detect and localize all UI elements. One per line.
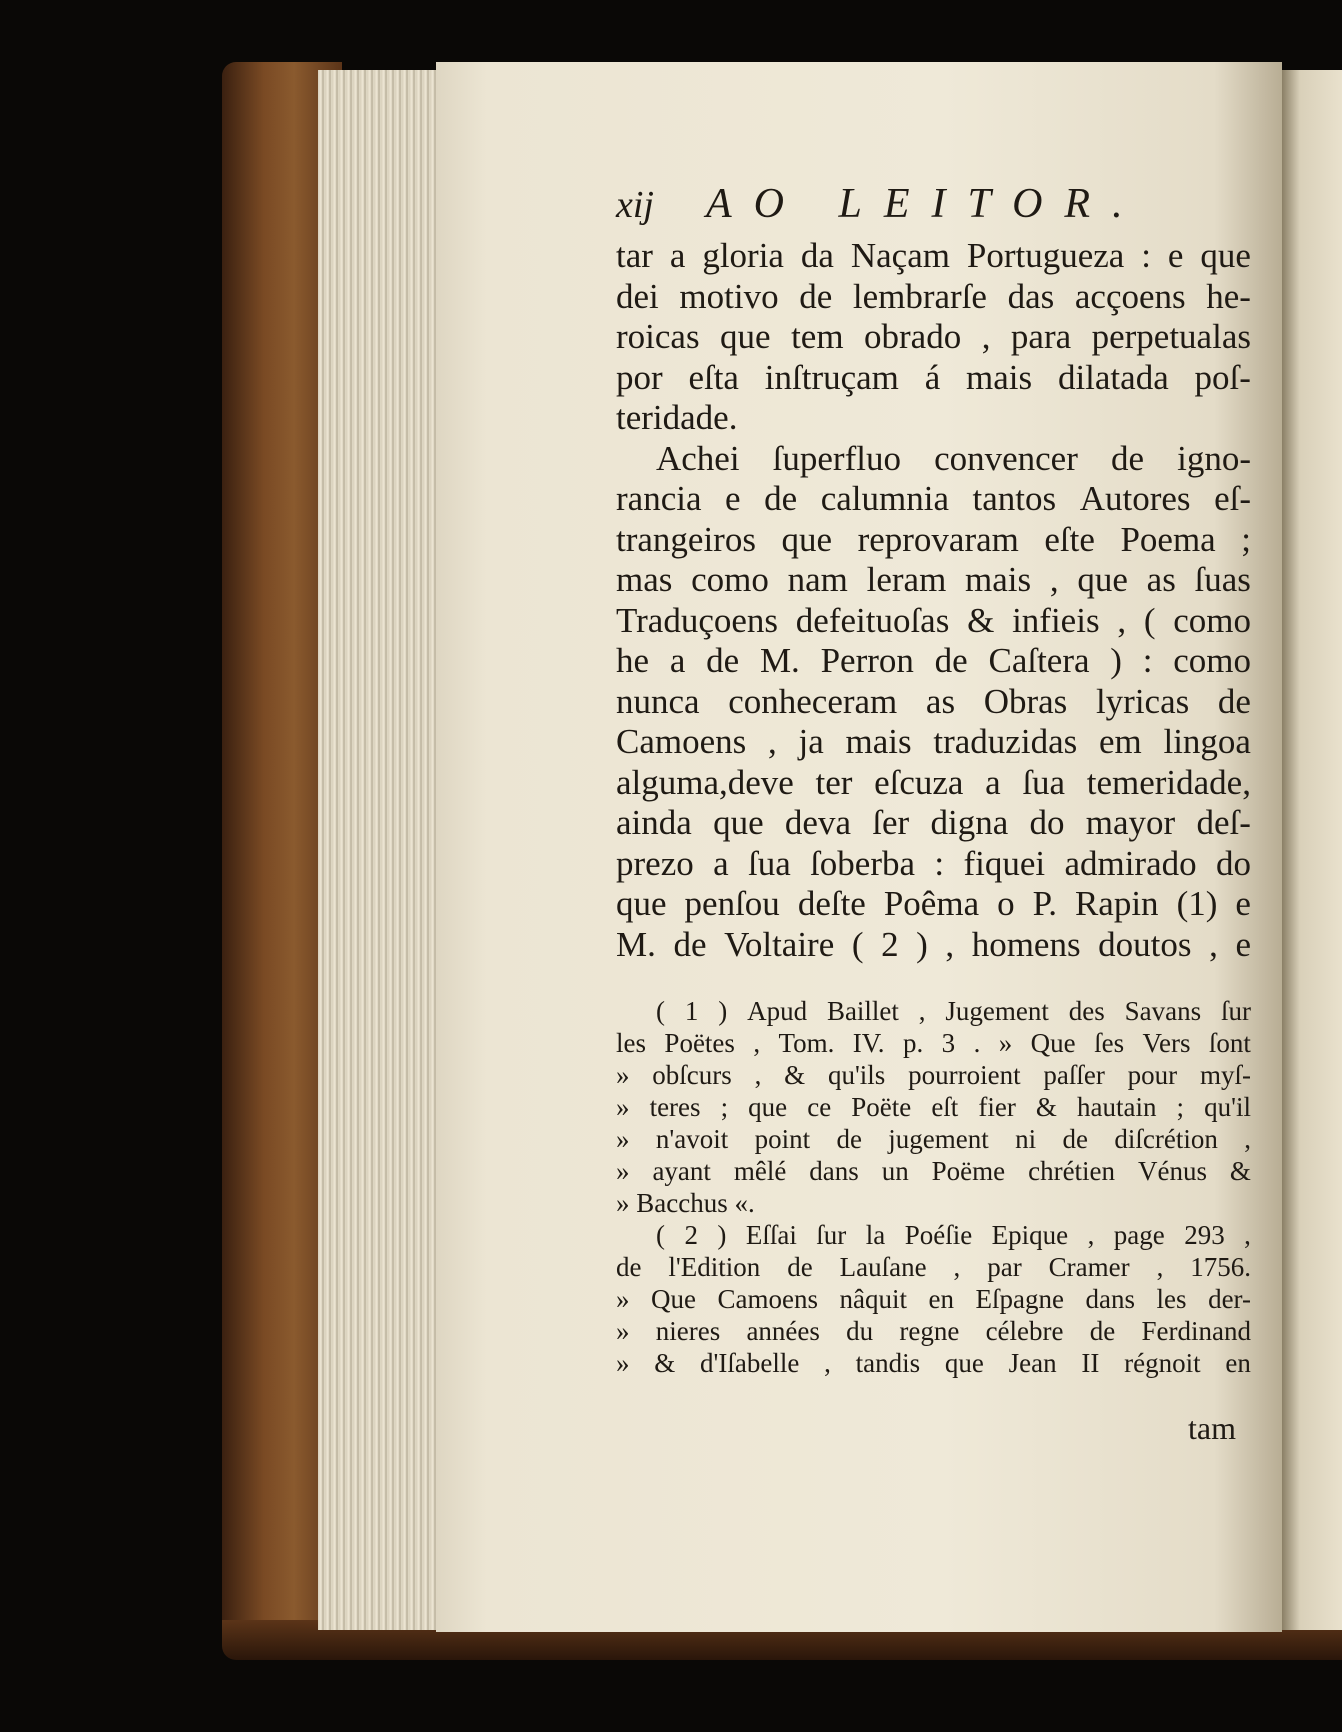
footnote-line: » nieres années du regne célebre de Ferdinand — [616, 1316, 1251, 1346]
body-line: que penſou deſte Poêma o P. Rapin (1) e — [616, 884, 1251, 923]
body-line: ainda que deva ſer digna do mayor deſ- — [616, 803, 1251, 842]
footnote-line: » ayant mêlé dans un Poëme chrétien Vénus & — [616, 1156, 1251, 1186]
catchword: tam — [1188, 1410, 1236, 1446]
body-line: por eſta inſtruçam á mais dilatada poſ- — [616, 357, 1251, 397]
footnotes — [616, 995, 1251, 1379]
footnote-line: » teres ; que ce Poëte eſt fier & hautain ; qu'il — [616, 1092, 1251, 1122]
body-line: alguma,deve ter eſcuza a ſua temeridade, — [616, 762, 1251, 802]
body-text — [616, 236, 1251, 965]
footnote-line: de l'Edition de Lauſane , par Cramer , 1756. — [616, 1252, 1251, 1282]
body-line: Achei ſuperfluo convencer de igno- — [656, 438, 1251, 478]
running-title: AO LEITOR. — [706, 181, 1145, 227]
body-line: he a de M. Perron de Caſtera ) : como — [616, 641, 1251, 680]
footnote-line: » Bacchus «. — [616, 1188, 755, 1218]
page-header — [616, 180, 1251, 236]
body-line: nunca conheceram as Obras lyricas de — [616, 681, 1251, 721]
page-number: xij — [616, 184, 654, 226]
facing-page-edge — [1282, 70, 1342, 1630]
footnote-line: » & d'Iſabelle , tandis que Jean II régnoit en — [616, 1348, 1251, 1378]
body-line: prezo a ſua ſoberba : fiquei admirado do — [616, 843, 1251, 883]
body-line: rancia e de calumnia tantos Autores eſ- — [616, 479, 1251, 518]
footnote-line: » Que Camoens nâquit en Eſpagne dans les der- — [616, 1284, 1251, 1314]
body-line: roicas que tem obrado , para perpetualas — [616, 317, 1251, 356]
page-text — [616, 180, 1251, 1379]
body-line: M. de Voltaire ( 2 ) , homens doutos , e — [616, 924, 1251, 964]
body-line: mas como nam leram mais , que as ſuas — [616, 560, 1251, 599]
footnote-line: » n'avoit point de jugement ni de diſcrétion , — [616, 1124, 1251, 1154]
footnote-line: ( 1 ) Apud Baillet , Jugement des Savans ſur — [656, 996, 1251, 1026]
page-edges — [318, 70, 438, 1630]
body-line: dei motivo de lembrarſe das acçoens he- — [616, 276, 1251, 316]
footnote-line: les Poëtes , Tom. IV. p. 3 . » Que ſes Vers ſont — [616, 1028, 1251, 1058]
body-line: Traduçoens defeituoſas & infieis , ( como — [616, 600, 1251, 640]
body-line: Camoens , ja mais traduzidas em lingoa — [616, 722, 1251, 761]
body-line: tar a gloria da Naçam Portugueza : e que — [616, 236, 1251, 275]
footnote-line: ( 2 ) Eſſai ſur la Poéſie Epique , page 293 , — [656, 1220, 1251, 1250]
footnote-line: » obſcurs , & qu'ils pourroient paſſer pour myſ- — [616, 1060, 1251, 1090]
body-line: teridade. — [616, 398, 738, 437]
body-line: trangeiros que reprovaram eſte Poema ; — [616, 519, 1251, 559]
